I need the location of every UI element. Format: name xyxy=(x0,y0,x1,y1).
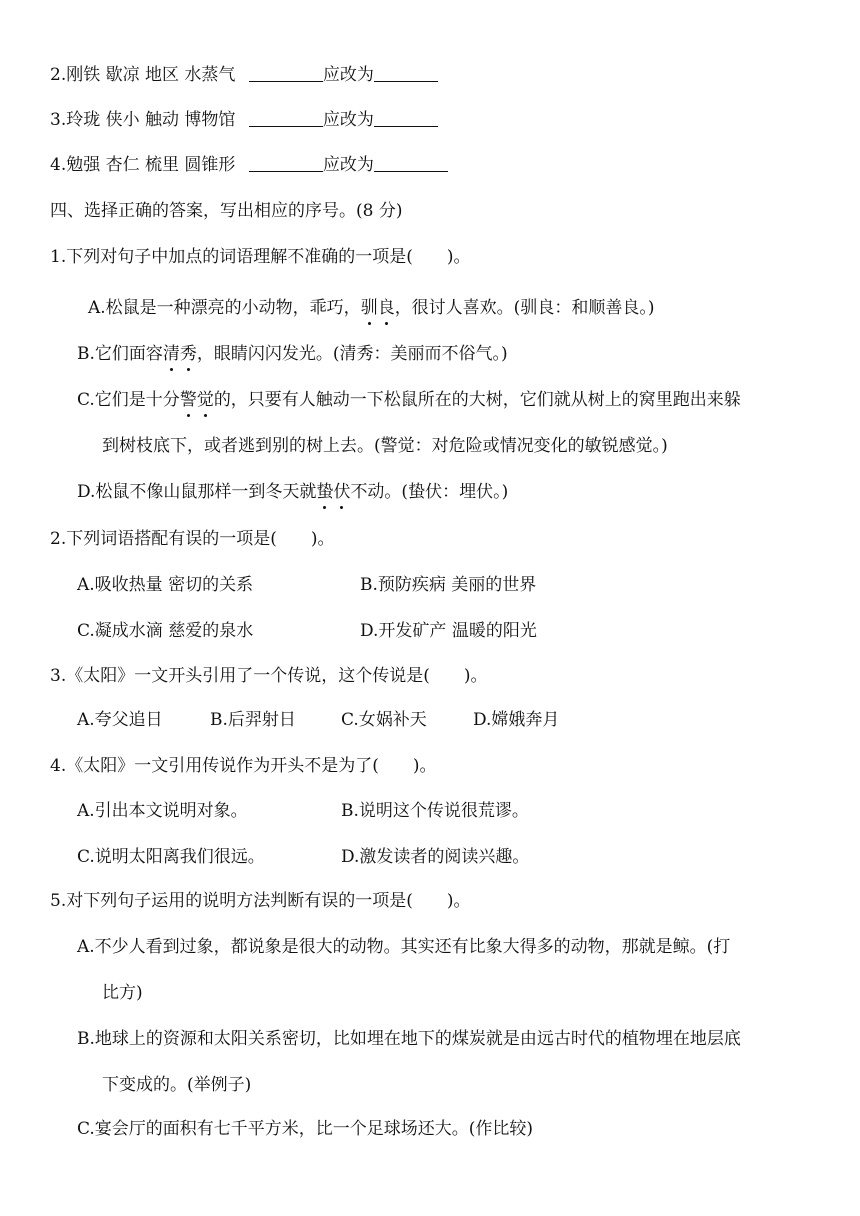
q1-option-b[interactable] xyxy=(77,342,508,366)
q3-option-d[interactable]: D.嫦娥奔月 xyxy=(473,710,560,730)
answer-blank[interactable] xyxy=(249,153,323,172)
q2-option-b[interactable]: B.预防疾病 美丽的世界 xyxy=(360,575,537,595)
q4-option-b[interactable]: B.说明这个传说很荒谬。 xyxy=(341,801,529,821)
item-words: 2.刚铁 歇凉 地区 水蒸气 xyxy=(50,65,236,85)
q5-stem-end: )。 xyxy=(446,891,471,911)
option-text: C.它们是十分 xyxy=(77,390,180,410)
option-text: ，眼睛闪闪发光。(清秀：美丽而不俗气。) xyxy=(196,344,508,364)
correction-item-3 xyxy=(50,108,438,132)
q3-option-b[interactable]: B.后羿射日 xyxy=(210,710,296,730)
q4-stem xyxy=(50,754,437,778)
item-suffix: 应改为 xyxy=(322,110,374,130)
item-suffix: 应改为 xyxy=(322,65,374,85)
correction-item-4 xyxy=(50,153,448,177)
q1-option-d[interactable] xyxy=(77,480,508,504)
q3-stem xyxy=(50,664,488,688)
q5-option-b[interactable]: B.地球上的资源和太阳关系密切，比如埋在地下的煤炭就是由远古时代的植物埋在地层底 xyxy=(77,1029,741,1049)
q3-stem-text: 3.《太阳》一文开头引用了一个传说，这个传说是( xyxy=(50,666,430,686)
q1-stem-end: )。 xyxy=(446,247,471,267)
q3-stem-end: )。 xyxy=(463,666,488,686)
q1-stem xyxy=(50,245,471,269)
q5-stem xyxy=(50,889,471,913)
q1-stem-text: 1.下列对句子中加点的词语理解不准确的一项是( xyxy=(50,247,413,267)
dotted-char: 蛰 xyxy=(316,482,334,502)
q4-option-a[interactable]: A.引出本文说明对象。 xyxy=(77,801,248,821)
option-text: ，很讨人喜欢。(驯良：和顺善良。) xyxy=(394,298,655,318)
dotted-char: 良 xyxy=(377,298,395,318)
q3-option-c[interactable]: C.女娲补天 xyxy=(341,710,427,730)
q4-option-d[interactable]: D.激发读者的阅读兴趣。 xyxy=(341,847,530,867)
section-4-title: 四、选择正确的答案，写出相应的序号。(8 分) xyxy=(50,201,403,221)
dotted-char: 警 xyxy=(179,390,197,410)
q2-stem-text: 2.下列词语搭配有误的一项是( xyxy=(50,529,277,549)
answer-blank[interactable] xyxy=(374,63,438,82)
answer-blank[interactable] xyxy=(249,108,323,127)
q4-option-c[interactable]: C.说明太阳离我们很远。 xyxy=(77,847,265,867)
dotted-char: 伏 xyxy=(333,482,351,502)
q5-stem-text: 5.对下列句子运用的说明方法判断有误的一项是( xyxy=(50,891,413,911)
dotted-char: 觉 xyxy=(196,390,214,410)
answer-blank[interactable] xyxy=(374,108,438,127)
answer-blank[interactable] xyxy=(374,153,448,172)
dotted-char: 驯 xyxy=(360,298,378,318)
option-text: 不动。(蛰伏：埋伏。) xyxy=(350,482,509,502)
q5-option-a[interactable]: A.不少人看到过象，都说象是很大的动物。其实还有比象大得多的动物，那就是鲸。(打 xyxy=(77,937,731,957)
q2-option-d[interactable]: D.开发矿产 温暖的阳光 xyxy=(360,621,537,641)
item-words: 3.玲珑 侠小 触动 博物馆 xyxy=(50,110,236,130)
option-text: A.松鼠是一种漂亮的小动物，乖巧， xyxy=(88,298,361,318)
item-words: 4.勉强 杏仁 梳里 圆锥形 xyxy=(50,155,236,175)
answer-blank[interactable] xyxy=(249,63,323,82)
q4-stem-end: )。 xyxy=(412,756,437,776)
q4-stem-text: 4.《太阳》一文引用传说作为开头不是为了( xyxy=(50,756,379,776)
q2-stem xyxy=(50,527,335,551)
q3-option-a[interactable]: A.夸父追日 xyxy=(77,710,163,730)
q2-option-a[interactable]: A.吸收热量 密切的关系 xyxy=(77,575,254,595)
q1-option-a[interactable] xyxy=(88,296,654,320)
q1-option-c[interactable] xyxy=(77,388,741,412)
q5-option-b-continued: 下变成的。(举例子) xyxy=(102,1075,252,1095)
option-text: 的，只要有人触动一下松鼠所在的大树，它们就从树上的窝里跑出来躲 xyxy=(213,390,741,410)
dotted-char: 清 xyxy=(162,344,180,364)
item-suffix: 应改为 xyxy=(322,155,374,175)
option-text: B.它们面容 xyxy=(77,344,163,364)
dotted-char: 秀 xyxy=(179,344,197,364)
option-text: D.松鼠不像山鼠那样一到冬天就 xyxy=(77,482,317,502)
q5-option-a-continued: 比方) xyxy=(102,983,143,1003)
q2-stem-end: )。 xyxy=(310,529,335,549)
q5-option-c[interactable]: C.宴会厅的面积有七千平方米，比一个足球场还大。(作比较) xyxy=(77,1119,534,1139)
q1-option-c-continued: 到树枝底下，或者逃到别的树上去。(警觉：对危险或情况变化的敏锐感觉。) xyxy=(102,436,668,456)
q2-option-c[interactable]: C.凝成水滴 慈爱的泉水 xyxy=(77,621,254,641)
correction-item-2 xyxy=(50,63,438,87)
